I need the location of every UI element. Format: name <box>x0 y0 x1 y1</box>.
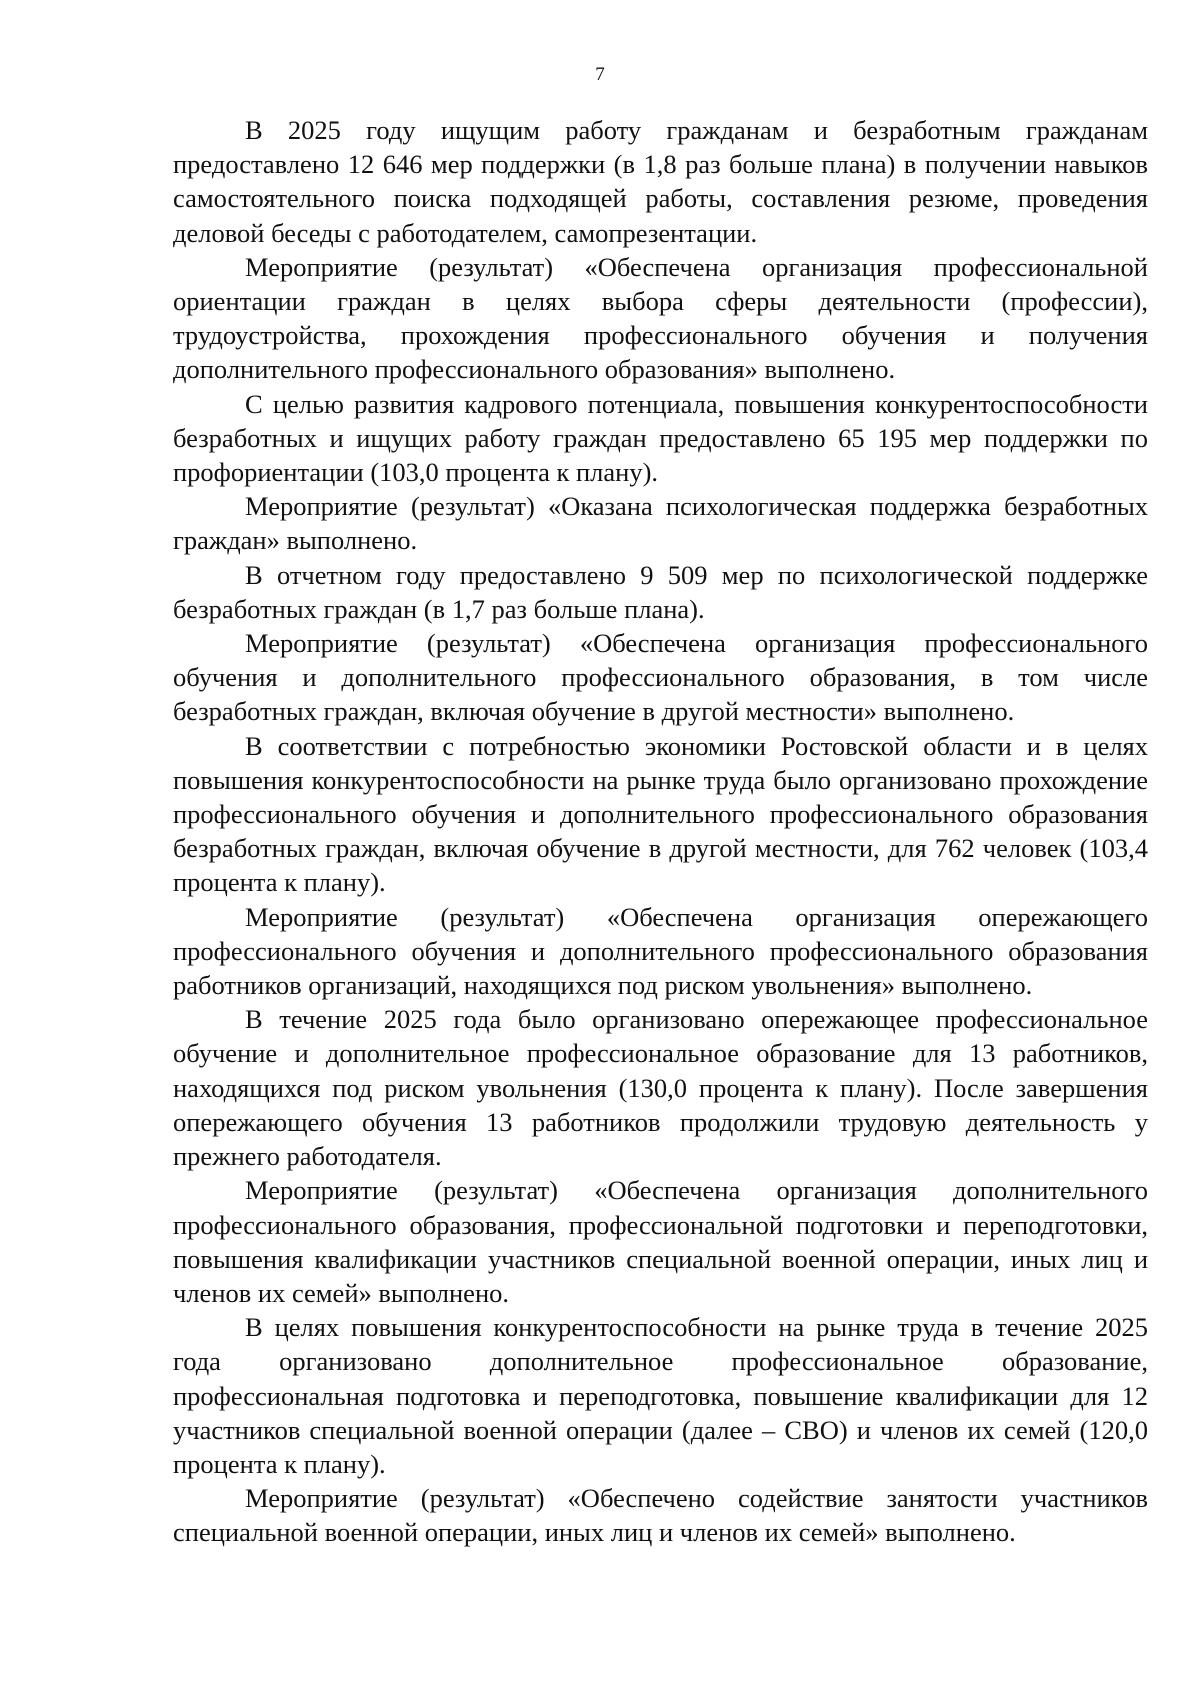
paragraph-svo-employment-measure: Мероприятие (результат) «Обеспечено содействие занятости участников специальной военной операции, иных лиц и членов их семей» выполнено. <box>173 1483 1148 1548</box>
paragraph-vocational-training-measure: Мероприятие (результат) «Обеспечена организация профессионального обучения и дополнительного профессионального образования, в том числе безработных граждан, включая обучение в другой местности» выполнено. <box>173 628 1148 727</box>
document-body <box>173 113 1148 1550</box>
page-number: 7 <box>595 64 605 85</box>
paragraph-svo-education-measure: Мероприятие (результат) «Обеспечена организация дополнительного профессионального образования, профессиональной подготовки и переподготовки, повышения квалификации участников специальной военной операции, иных лиц и членов их семей» выполнено. <box>173 1175 1148 1308</box>
paragraph-career-guidance-result: С целью развития кадрового потенциала, повышения конкурентоспособности безработных и ищущих работу граждан предоставлено 65 195 мер поддержки по профориентации (103,0 процента к плану). <box>173 388 1148 488</box>
paragraph-job-search-skills: В 2025 году ищущим работу гражданам и безработным гражданам предоставлено 12 646 мер поддержки (в 1,8 раз больше плана) в получении навыков самостоятельного поиска подходящей работы, составления резюме, проведения деловой беседы с работодателем, самопрезентации. <box>173 115 1148 248</box>
paragraph-advance-training-result: В течение 2025 года было организовано опережающее профессиональное обучение и дополнительное профессиональное образование для 13 работников, находящихся под риском увольнения (130,0 процента к плану). После завершения опережающего обучения 13 работников продолжили трудовую деятельность у прежнего работодателя. <box>173 1004 1148 1172</box>
paragraph-psychological-support-measure: Мероприятие (результат) «Оказана психологическая поддержка безработных граждан» выполнено. <box>173 491 1148 556</box>
paragraph-advance-training-measure: Мероприятие (результат) «Обеспечена организация опережающего профессионального обучения и дополнительного профессионального образования работников организаций, находящихся под риском увольнения» выполнено. <box>173 901 1148 1001</box>
paragraph-career-guidance-measure: Мероприятие (результат) «Обеспечена организация профессиональной ориентации граждан в целях выбора сферы деятельности (профессии), трудоустройства, прохождения профессионального обучения и получения дополнительного профессионального образования» выполнено. <box>173 251 1148 385</box>
paragraph-psychological-support-result: В отчетном году предоставлено 9 509 мер по психологической поддержке безработных граждан (в 1,7 раз больше плана). <box>173 559 1148 624</box>
paragraph-svo-education-result: В целях повышения конкурентоспособности на рынке труда в течение 2025 года организовано дополнительное профессиональное образование, профессиональная подготовка и переподготовка, повышение квалификации для 12 участников специальной военной операции (далее – СВО) и членов их семей (120,0 процента к плану). <box>173 1312 1148 1479</box>
paragraph-vocational-training-result: В соответствии с потребностью экономики Ростовской области и в целях повышения конкурентоспособности на рынке труда было организовано прохождение профессионального обучения и дополнительного профессионального образования безработных граждан, включая обучение в другой местности, для 762 человек (103,4 процента к плану). <box>173 730 1148 898</box>
